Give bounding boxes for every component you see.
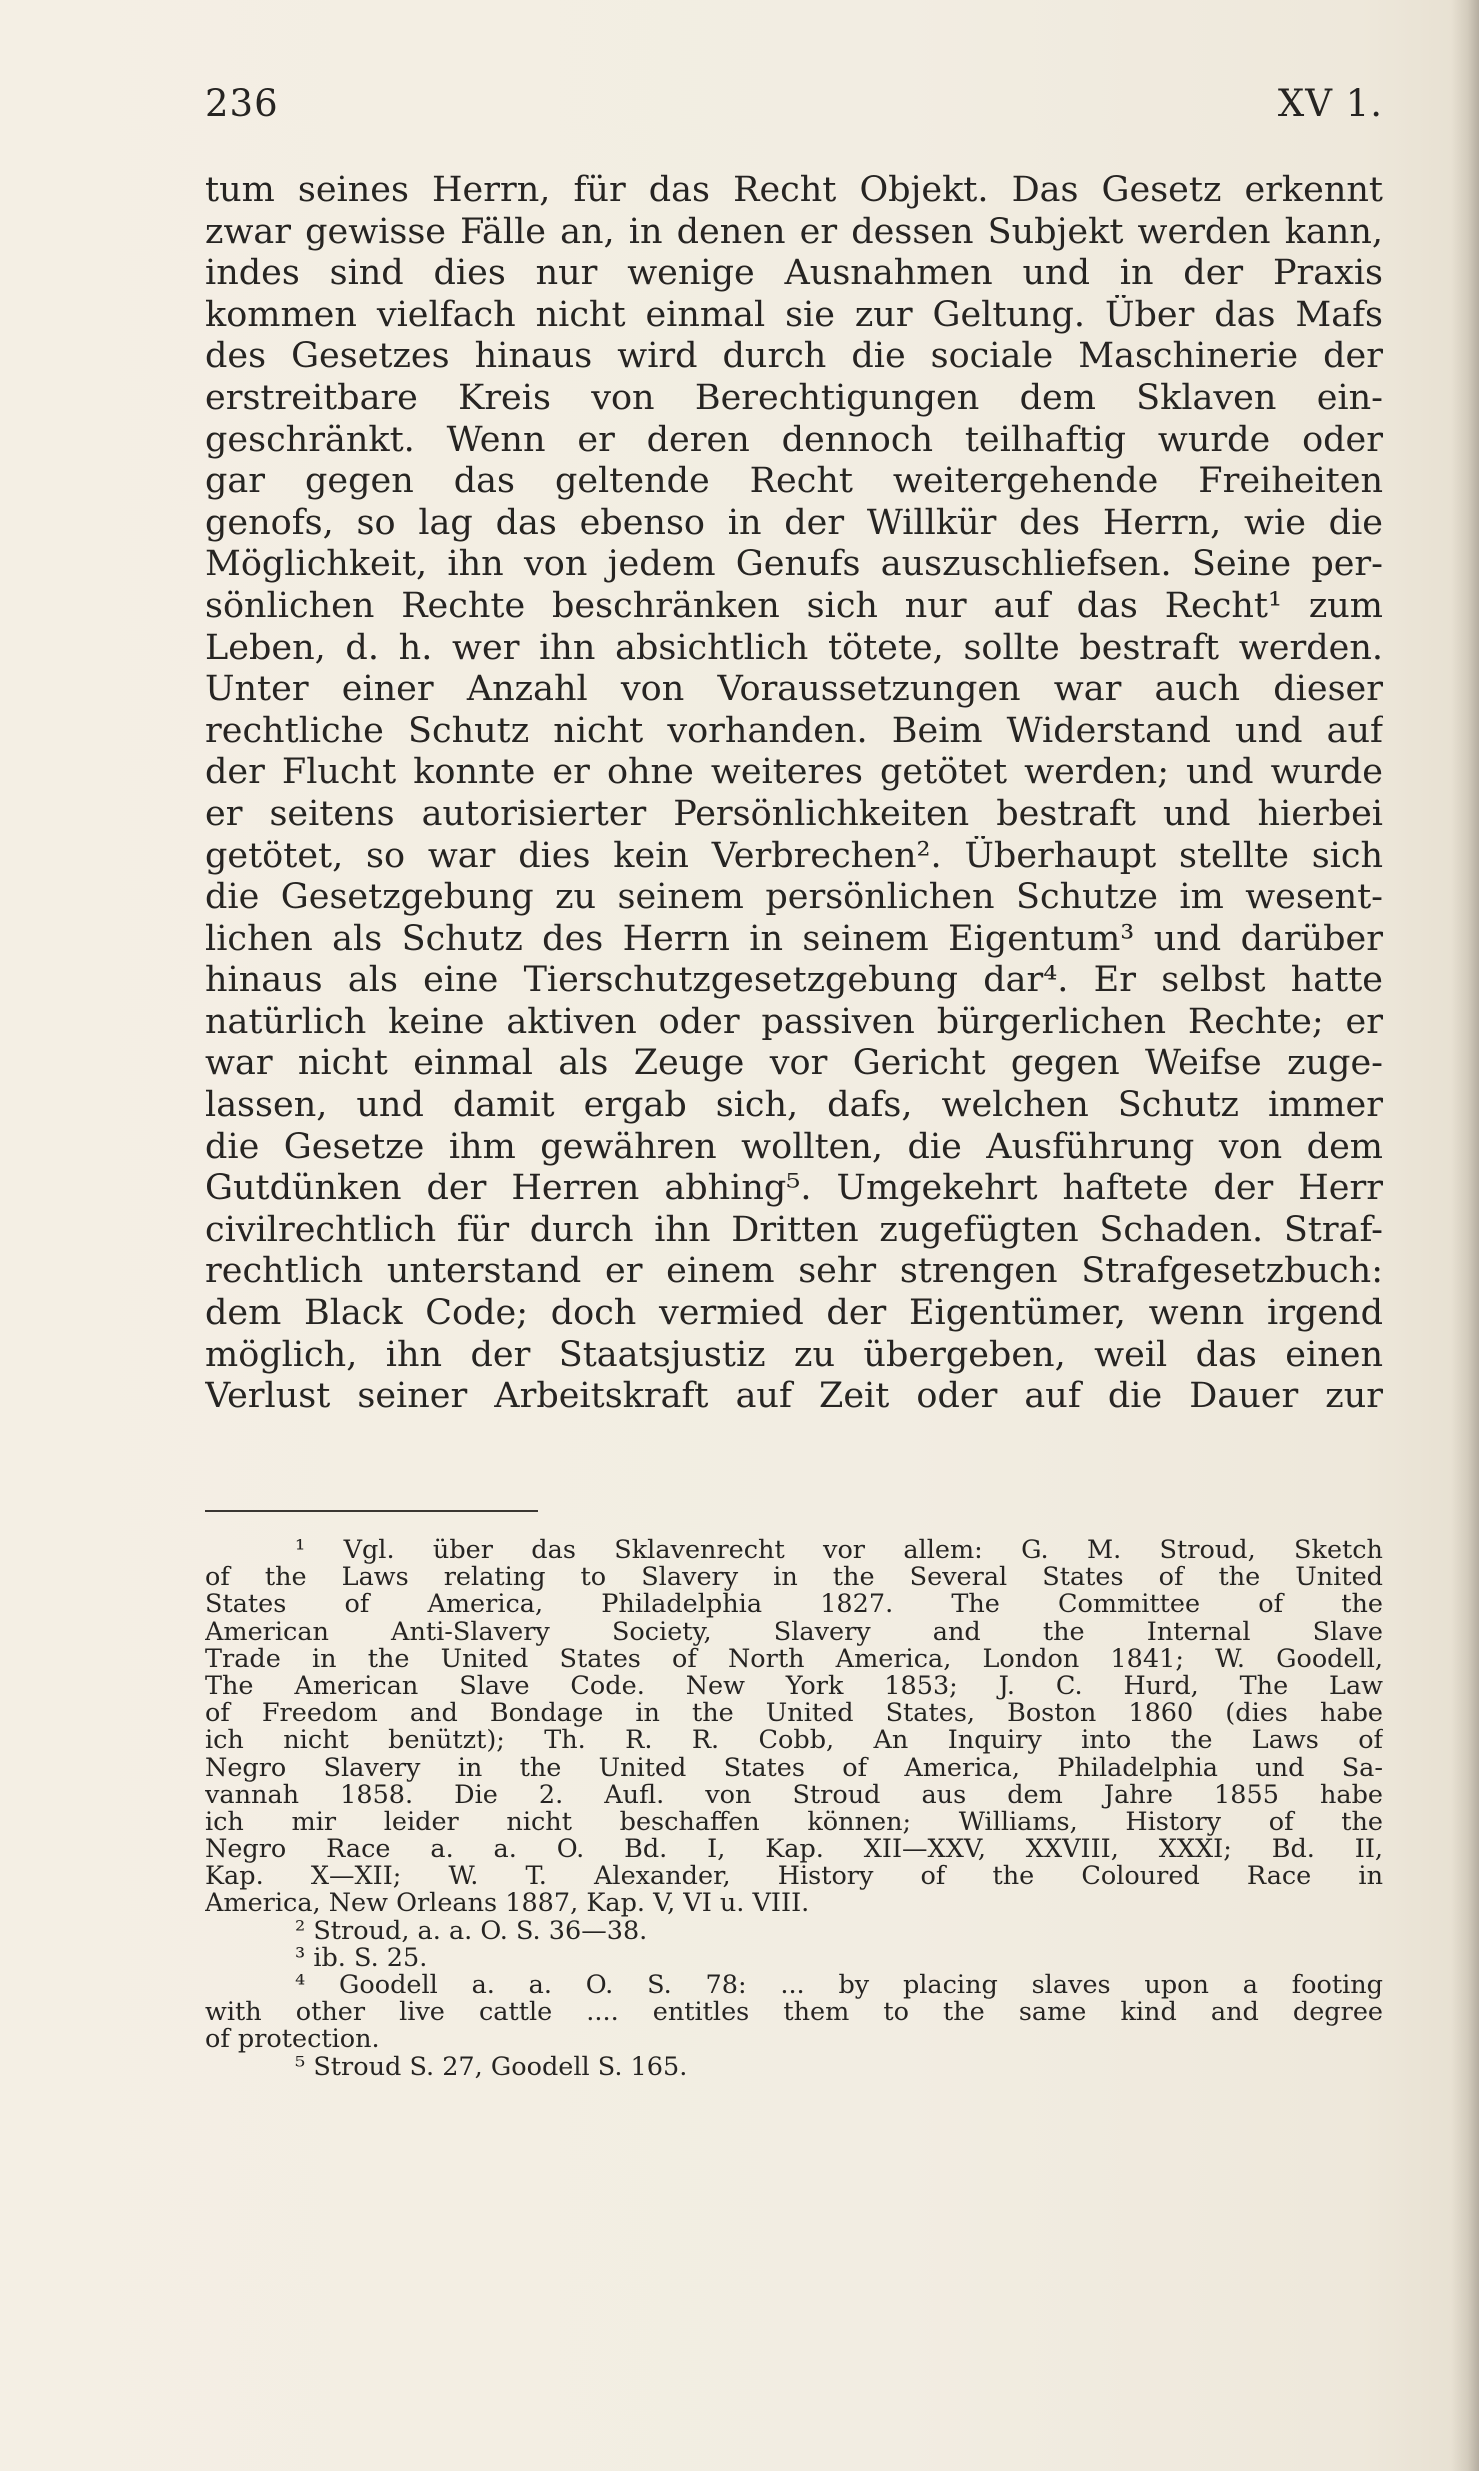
footnote-line: Negro Race a. a. O. Bd. I, Kap. XII—XXV, XXVIII, XXXI; Bd. II, [205, 1836, 1383, 1864]
text-line: civilrechtlich für durch ihn Dritten zugefügten Schaden. Straf- [205, 1209, 1383, 1250]
main-text [205, 170, 1383, 1418]
text-line: sönlichen Rechte beschränken sich nur auf das Recht¹ zum [205, 585, 1383, 626]
text-line: dem Black Code; doch vermied der Eigentümer, wenn irgend [205, 1293, 1383, 1334]
text-line: erstreitbare Kreis von Berechtigungen dem Sklaven ein- [205, 377, 1383, 418]
footnote-line: ⁵ Stroud S. 27, Goodell S. 165. [295, 2053, 688, 2081]
running-header [205, 82, 1383, 132]
page-number: 236 [205, 82, 279, 125]
footnote-line: States of America, Philadelphia 1827. The Committee of the [205, 1591, 1383, 1619]
footnote-line: Negro Slavery in the United States of America, Philadelphia und Sa- [205, 1754, 1383, 1782]
text-line: war nicht einmal als Zeuge vor Gericht gegen Weifse zuge- [205, 1043, 1383, 1084]
footnote-line: of Freedom and Bondage in the United States, Boston 1860 (dies habe [205, 1700, 1383, 1728]
footnote-line: ⁴ Goodell a. a. O. S. 78: ... by placing slaves upon a footing [295, 1972, 1383, 2000]
footnotes [205, 1537, 1383, 2081]
footnote-line: Kap. X—XII; W. T. Alexander, History of the Coloured Race in [205, 1863, 1383, 1891]
text-line: Gutdünken der Herren abhing⁵. Umgekehrt haftete der Herr [205, 1168, 1383, 1209]
footnote-line: ² Stroud, a. a. O. S. 36—38. [295, 1917, 648, 1945]
footnote-line: The American Slave Code. New York 1853; J. C. Hurd, The Law [205, 1672, 1383, 1701]
footnote-line: Trade in the United States of North America, London 1841; W. Goodell, [205, 1645, 1383, 1673]
page-edge-shadow [1451, 0, 1479, 2471]
footnote-separator [205, 1510, 538, 1512]
text-line: Leben, d. h. wer ihn absichtlich tötete, sollte bestraft werden. [205, 627, 1383, 668]
text-line: gar gegen das geltende Recht weitergehende Freiheiten [205, 461, 1383, 502]
text-line: er seitens autorisierter Persönlichkeiten bestraft und hierbei [205, 793, 1383, 834]
text-line: lassen, und damit ergab sich, dafs, welchen Schutz immer [205, 1085, 1383, 1126]
footnote-line: ³ ib. S. 25. [295, 1944, 428, 1972]
text-line: rechtlich unterstand er einem sehr strengen Strafgesetzbuch: [205, 1251, 1383, 1292]
text-line: Verlust seiner Arbeitskraft auf Zeit oder auf die Dauer zur [205, 1376, 1383, 1417]
footnote-line: of the Laws relating to Slavery in the Several States of the United [205, 1564, 1383, 1592]
text-line: genofs, so lag das ebenso in der Willkür des Herrn, wie die [205, 502, 1383, 543]
footnote-line: of protection. [205, 2026, 380, 2054]
text-line: getötet, so war dies kein Verbrechen². Überhaupt stellte sich [205, 835, 1383, 876]
footnote-line: with other live cattle .... entitles them to the same kind and degree [205, 1999, 1383, 2027]
text-line: die Gesetzgebung zu seinem persönlichen Schutze im wesent- [205, 877, 1383, 918]
text-line: der Flucht konnte er ohne weiteres getötet werden; und wurde [205, 752, 1383, 793]
footnote-line: ¹ Vgl. über das Sklavenrecht vor allem: G. M. Stroud, Sketch [295, 1537, 1383, 1565]
footnote-line: American Anti-Slavery Society, Slavery and the Internal Slave [205, 1618, 1383, 1646]
text-line: möglich, ihn der Staatsjustiz zu übergeben, weil das einen [205, 1334, 1383, 1375]
footnote-line: vannah 1858. Die 2. Aufl. von Stroud aus dem Jahre 1855 habe [205, 1781, 1383, 1809]
text-line: indes sind dies nur wenige Ausnahmen und in der Praxis [205, 253, 1383, 294]
footnote-line: ich nicht benützt); Th. R. R. Cobb, An Inquiry into the Laws of [205, 1727, 1383, 1755]
text-line: Möglichkeit, ihn von jedem Genufs auszuschliefsen. Seine per- [205, 544, 1383, 585]
text-line: zwar gewisse Fälle an, in denen er dessen Subjekt werden kann, [205, 211, 1383, 252]
text-line: rechtliche Schutz nicht vorhanden. Beim Widerstand und auf [205, 710, 1383, 751]
text-line: kommen vielfach nicht einmal sie zur Geltung. Über das Mafs [205, 294, 1383, 335]
text-line: tum seines Herrn, für das Recht Objekt. Das Gesetz erkennt [205, 170, 1383, 210]
footnote-line: America, New Orleans 1887, Kap. V, VI u. VIII. [205, 1890, 810, 1918]
text-line: geschränkt. Wenn er deren dennoch teilhaftig wurde oder [205, 419, 1383, 460]
text-line: des Gesetzes hinaus wird durch die sociale Maschinerie der [205, 336, 1383, 377]
footnote-line: ich mir leider nicht beschaffen können; Williams, History of the [205, 1808, 1383, 1837]
text-line: hinaus als eine Tierschutzgesetzgebung dar⁴. Er selbst hatte [205, 960, 1383, 1001]
text-line: die Gesetze ihm gewähren wollten, die Ausführung von dem [205, 1126, 1383, 1167]
text-line: lichen als Schutz des Herrn in seinem Eigentum³ und darüber [205, 918, 1383, 959]
text-line: Unter einer Anzahl von Voraussetzungen war auch dieser [205, 669, 1383, 710]
section-mark: XV 1. [1277, 82, 1383, 125]
text-line: natürlich keine aktiven oder passiven bürgerlichen Rechte; er [205, 1001, 1383, 1042]
